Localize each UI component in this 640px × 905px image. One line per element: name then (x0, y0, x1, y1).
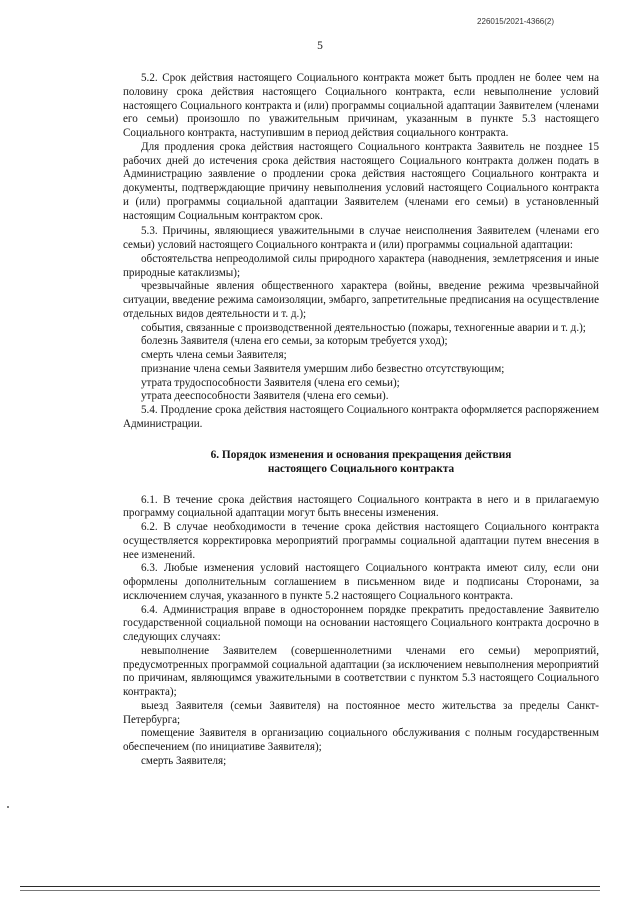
list-item: признание члена семьи Заявителя умершим либо безвестно отсутствующим; (141, 362, 505, 375)
page-number: 5 (317, 40, 323, 52)
paragraph-6-4: 6.4. Администрация вправе в одностороннем порядке прекратить предоставление Заявителю государственной социальной помощи на основании настоящего Социального контракта досрочно в следующих случаях: (123, 603, 599, 643)
list-item: обстоятельства непреодолимой силы природного характера (наводнения, землетрясения и иные природные катаклизмы); (123, 252, 599, 279)
paragraph-5-2: 5.2. Срок действия настоящего Социального контракта может быть продлен не более чем на половину срока действия настоящего Социального контракта, если невыполнение условий настоящего Социального контракта и (или) программы социальной адаптации Заявителем (членами его семьи) произошло по уважительным причинам, указанным в пункте 5.3 настоящего Социального контракта, наступившим в период действия социального контракта. (123, 72, 599, 139)
section-title-line: настоящего Социального контракта (267, 462, 455, 475)
list-item: события, связанные с производственной деятельностью (пожары, техногенные аварии и т. д.); (141, 321, 586, 334)
list-item: смерть члена семьи Заявителя; (141, 349, 287, 361)
paragraph-5-3: 5.3. Причины, являющиеся уважительными в случае неисполнения Заявителем (членами его семьи) условий настоящего Социального контракта и (или) программы социальной адаптации: (123, 225, 599, 251)
section-6-title (123, 448, 599, 476)
document-id: 226015/2021-4366(2) (477, 17, 554, 26)
paragraph-6-2: 6.2. В случае необходимости в течение срока действия настоящего Социального контракта осуществляется корректировка мероприятий программы социальной адаптации путем внесения в нее изменений. (123, 521, 599, 561)
scan-speck (7, 806, 9, 808)
list-item: утрата трудоспособности Заявителя (члена его семьи); (141, 376, 400, 389)
document-body (123, 72, 599, 769)
scan-edge-line (20, 890, 600, 891)
paragraph-6-3: 6.3. Любые изменения условий настоящего Социального контракта имеют силу, если они оформлены дополнительным соглашением в письменном виде и подписаны Сторонами, за исключением случая, указанного в пункте 5.2 настоящего Социального контракта. (123, 562, 599, 602)
list-item: выезд Заявителя (семьи Заявителя) на постоянное место жительства за пределы Санкт-Петербурга; (123, 699, 599, 726)
list-item: утрата дееспособности Заявителя (члена его семьи). (141, 390, 389, 403)
section-title-line: 6. Порядок изменения и основания прекращения действия (210, 448, 512, 461)
list-item: невыполнение Заявителем (совершеннолетними членами его семьи) мероприятий, предусмотренных программой социальной адаптации (за исключением невыполнения мероприятий по причинам, являющимся уважительными в соответствии с пунктом 5.3 настоящего Социального контракта); (123, 644, 599, 698)
list-item: помещение Заявителя в организацию социального обслуживания с полным государственным обеспечением (по инициативе Заявителя); (123, 727, 599, 753)
list-item: чрезвычайные явления общественного характера (войны, введение режима чрезвычайной ситуации, введение режима самоизоляции, эмбарго, запретительные предписания на осуществление отдельных видов деятельности и т. д.); (123, 280, 599, 320)
scan-edge-line (20, 886, 600, 887)
list-item: болезнь Заявителя (члена его семьи, за которым требуется уход); (141, 335, 448, 348)
paragraph-6-1: 6.1. В течение срока действия настоящего Социального контракта в него и в прилагаемую программу социальной адаптации могут быть внесены изменения. (123, 493, 599, 520)
list-item: смерть Заявителя; (141, 754, 227, 767)
paragraph-extension-procedure: Для продления срока действия настоящего Социального контракта Заявитель не позднее 15 рабочих дней до истечения срока действия настоящего Социального контракта должен подать в Администрацию заявление о продлении срока действия настоящего Социального контракта и документы, подтверждающие причину невыполнения условий настоящего Социального контракта и (или) программы социальной адаптации Заявителем (членами его семьи) в установленный настоящим Социальным контрактом срок. (123, 140, 599, 222)
paragraph-5-4: 5.4. Продление срока действия настоящего Социального контракта оформляется распоряжением Администрации. (123, 404, 599, 430)
